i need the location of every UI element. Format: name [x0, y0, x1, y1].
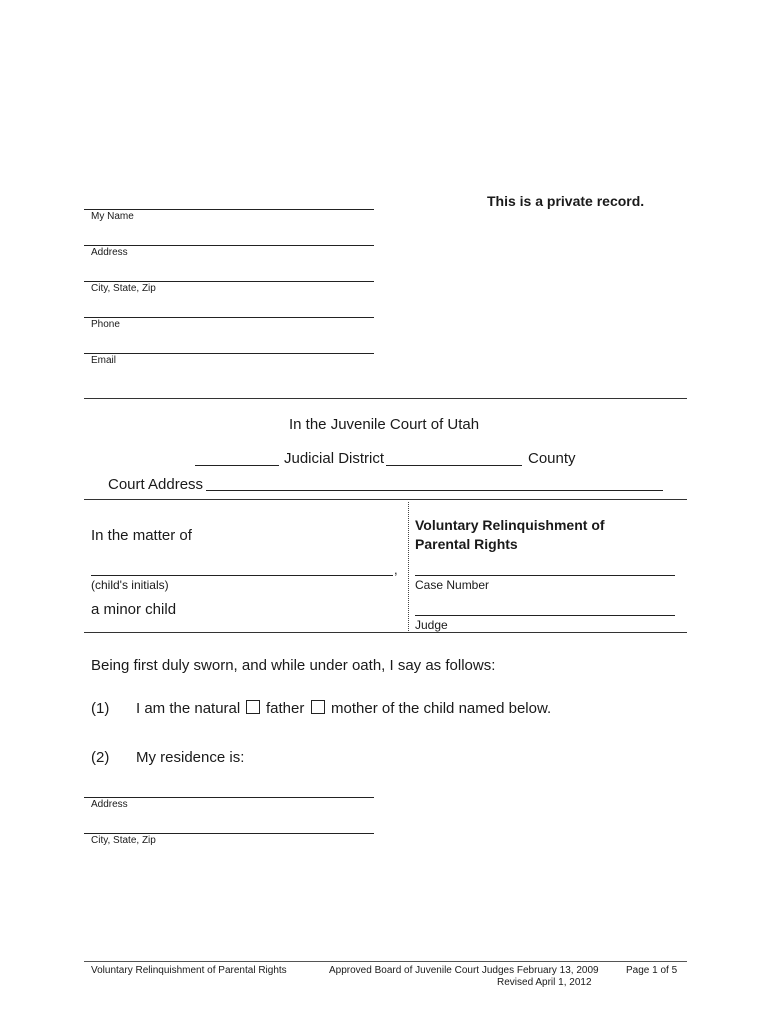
- child-initials-line[interactable]: [91, 575, 393, 576]
- divider-top: [84, 398, 687, 399]
- footer-revised: Revised April 1, 2012: [497, 977, 592, 988]
- father-label: father: [266, 700, 305, 717]
- item-1-number: (1): [91, 700, 110, 717]
- page-number: Page 1 of 5: [626, 965, 678, 976]
- residence-address-label: Address: [91, 799, 128, 810]
- residence-city-line[interactable]: [84, 833, 374, 834]
- phone-line[interactable]: [84, 317, 374, 318]
- footer-form-title: Voluntary Relinquishment of Parental Rights: [91, 965, 287, 976]
- phone-label: Phone: [91, 319, 120, 330]
- divider-caption-top: [84, 499, 687, 500]
- divider-caption-bottom: [84, 632, 687, 633]
- email-line[interactable]: [84, 353, 374, 354]
- address-label: Address: [91, 247, 128, 258]
- item-2-text: My residence is:: [136, 749, 245, 766]
- oath-statement: Being first duly sworn, and while under oath, I say as follows:: [91, 657, 496, 674]
- case-number-line[interactable]: [415, 575, 675, 576]
- father-checkbox[interactable]: [246, 700, 260, 714]
- case-number-label: Case Number: [415, 578, 490, 592]
- name-line[interactable]: [84, 209, 374, 210]
- address-line[interactable]: [84, 245, 374, 246]
- court-address-line[interactable]: [206, 490, 663, 491]
- document-title-line-1: Voluntary Relinquishment of: [415, 517, 605, 533]
- childs-initials-label: (child's initials): [91, 578, 169, 592]
- district-number-line[interactable]: [195, 465, 279, 466]
- county-name-line[interactable]: [386, 465, 522, 466]
- mother-label: mother of the child named below.: [331, 700, 552, 717]
- judge-line[interactable]: [415, 615, 675, 616]
- caption-divider: [408, 502, 409, 631]
- court-title: In the Juvenile Court of Utah: [289, 416, 480, 433]
- email-label: Email: [91, 355, 117, 366]
- matter-of-label: In the matter of: [91, 527, 192, 544]
- judicial-district-label: Judicial District: [284, 450, 385, 467]
- footer-divider: [84, 961, 687, 962]
- my-name-label: My Name: [91, 211, 134, 222]
- document-title-line-2: Parental Rights: [415, 536, 518, 552]
- residence-city-label: City, State, Zip: [91, 835, 156, 846]
- footer-approval: Approved Board of Juvenile Court Judges February 13, 2009: [329, 965, 599, 976]
- comma: ,: [394, 562, 398, 577]
- residence-address-line[interactable]: [84, 797, 374, 798]
- city-state-zip-line[interactable]: [84, 281, 374, 282]
- court-address-label: Court Address: [108, 476, 204, 493]
- city-state-zip-label: City, State, Zip: [91, 283, 156, 294]
- private-record-notice: This is a private record.: [487, 193, 645, 209]
- item-2-number: (2): [91, 749, 110, 766]
- county-label: County: [528, 450, 576, 467]
- judge-label: Judge: [415, 618, 448, 632]
- item-1-text: I am the natural: [136, 700, 241, 717]
- mother-checkbox[interactable]: [311, 700, 325, 714]
- minor-child-label: a minor child: [91, 601, 177, 618]
